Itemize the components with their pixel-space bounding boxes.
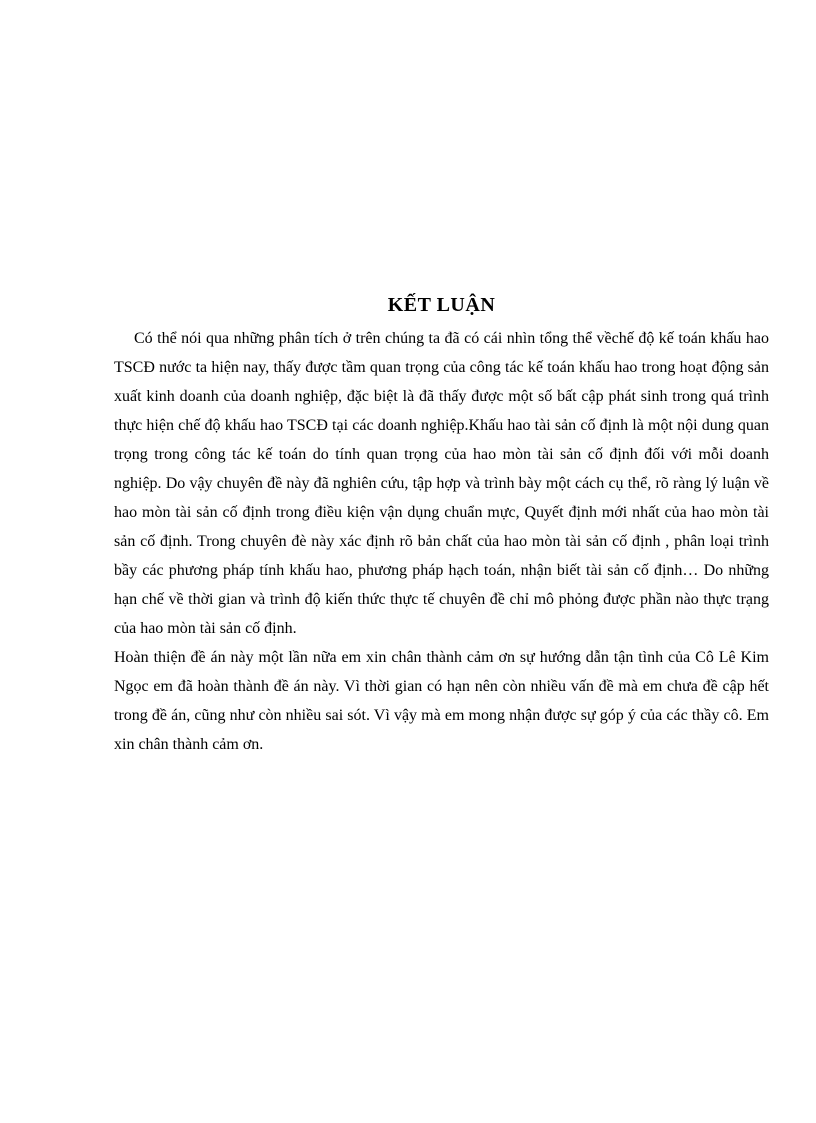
conclusion-paragraph: Có thể nói qua những phân tích ở trên chúng ta đã có cái nhìn tổng thể vềchế độ kế toán khấu hao TSCĐ nước ta hiện nay, thấy được tầm quan trọng của công tác kế toán khấu hao trong hoạt động sản xuất kinh doanh của doanh nghiệp, đặc biệt là đã thấy được một số bất cập phát sinh trong quá trình thực hiện chế độ khấu hao TSCĐ tại các doanh nghiệp.Khấu hao tài sản cố định là một nội dung quan trọng trong công tác kế toán do tính quan trọng của hao mòn tài sản cố định đối với mỗi doanh nghiệp. Do vậy chuyên đề này đã nghiên cứu, tập hợp và trình bày một cách cụ thể, rõ ràng lý luận về hao mòn tài sản cố định trong điều kiện vận dụng chuẩn mực, Quyết định mới nhất của hao mòn tài sản cố định. Trong chuyên đè này xác định rõ bản chất của hao mòn tài sản cố định , phân loại trình bầy các phương pháp tính khấu hao, phương pháp hạch toán, nhận biết tài sản cố định… Do những hạn chế về thời gian và trình độ kiến thức thực tế chuyên đề chỉ mô phỏng được phần nào thực trạng của hao mòn tài sản cố định. bbox=[114, 330, 769, 637]
acknowledgement-paragraph: Hoàn thiện đề án này một lần nữa em xin chân thành cảm ơn sự hướng dẫn tận tình của Cô Lê Kim Ngọc em đã hoàn thành đề án này. Vì thời gian có hạn nên còn nhiều vấn đề mà em chưa đề cập hết trong đề án, cũng như còn nhiều sai sót. Vì vậy mà em mong nhận được sự góp ý của các thầy cô. Em xin chân thành cảm ơn. bbox=[114, 649, 769, 753]
document-body bbox=[114, 290, 769, 759]
page-title: KẾT LUẬN bbox=[387, 294, 496, 316]
